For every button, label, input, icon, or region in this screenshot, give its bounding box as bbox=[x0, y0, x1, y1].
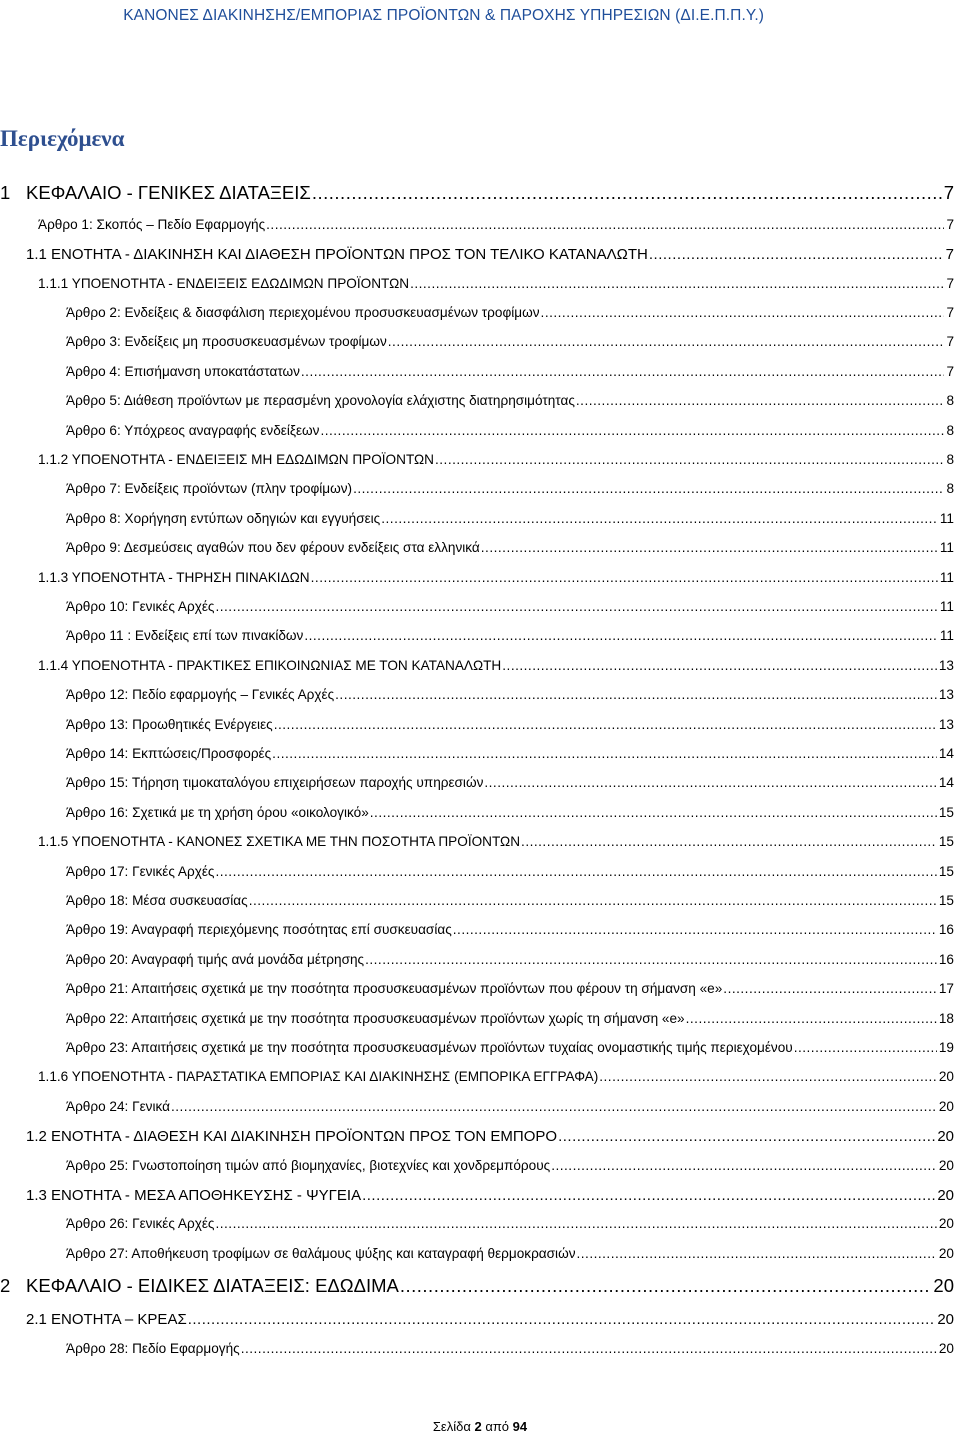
toc-dot-leader bbox=[311, 570, 938, 585]
toc-dot-leader bbox=[249, 893, 937, 908]
toc-entry-subsection[interactable] bbox=[38, 658, 954, 673]
toc-dot-leader bbox=[320, 423, 944, 438]
toc-entry-text: 1.1.3 ΥΠΟΕΝΟΤΗΤΑ - ΤΗΡΗΣΗ ΠΙΝΑΚΙΔΩΝ bbox=[38, 570, 310, 585]
toc-entry-article[interactable] bbox=[66, 334, 954, 349]
running-header: ΚΑΝΟΝΕΣ ΔΙΑΚΙΝΗΣΗΣ/ΕΜΠΟΡΙΑΣ ΠΡΟΪΟΝΤΩΝ & ΠΑΡΟΧΗΣ ΥΠΗΡΕΣΙΩΝ (ΔΙ.Ε.Π.Π.Υ.) bbox=[123, 7, 764, 24]
toc-entry-text: Άρθρο 1: Σκοπός – Πεδίο Εφαρμογής bbox=[38, 217, 266, 232]
toc-entry-text: 1.1.4 ΥΠΟΕΝΟΤΗΤΑ - ΠΡΑΚΤΙΚΕΣ ΕΠΙΚΟΙΝΩΝΙΑΣ ΜΕ ΤΟΝ ΚΑΤΑΝΑΛΩΤΗ bbox=[38, 658, 502, 673]
footer-current-page: 2 bbox=[474, 1419, 482, 1434]
toc-entry-text: Άρθρο 26: Γενικές Αρχές bbox=[66, 1216, 215, 1231]
toc-entry-text: Άρθρο 19: Αναγραφή περιεχόμενης ποσότητας επί συσκευασίας bbox=[66, 922, 452, 937]
toc-entry-text: Άρθρο 14: Εκπτώσεις/Προσφορές bbox=[66, 746, 272, 761]
toc-entry-page: 8 bbox=[946, 481, 954, 496]
toc-entry-subsection[interactable] bbox=[38, 452, 954, 467]
toc-entry-page: 11 bbox=[939, 540, 954, 555]
toc-entry-article[interactable] bbox=[66, 628, 954, 643]
toc-entry-article[interactable] bbox=[66, 1341, 954, 1356]
toc-entry-text: Άρθρο 13: Προωθητικές Ενέργειες bbox=[66, 717, 273, 732]
toc-entry-article[interactable] bbox=[66, 893, 954, 908]
footer-middle: από bbox=[481, 1419, 513, 1434]
footer-prefix: Σελίδα bbox=[432, 1419, 475, 1434]
toc-entry-page: 8 bbox=[946, 423, 954, 438]
toc-entry-article[interactable] bbox=[66, 364, 954, 379]
toc-entry-article[interactable] bbox=[66, 717, 954, 732]
toc-entry-page: 7 bbox=[946, 305, 954, 320]
page-footer bbox=[0, 1419, 960, 1434]
toc-entry-number: 1 bbox=[0, 182, 11, 203]
toc-dot-leader bbox=[188, 1311, 936, 1328]
toc-entry-page: 15 bbox=[938, 864, 954, 879]
toc-entry-page: 11 bbox=[939, 570, 954, 585]
toc-entry-text: 1.3 ΕΝΟΤΗΤΑ - ΜΕΣΑ ΑΠΟΘΗΚΕΥΣΗΣ - ΨΥΓΕΙΑ bbox=[26, 1187, 362, 1204]
toc-entry-text: Άρθρο 3: Ενδείξεις μη προσυσκευασμένων τροφίμων bbox=[66, 334, 387, 349]
toc-entry-page: 20 bbox=[938, 1341, 954, 1356]
toc-title: Περιεχόμενα bbox=[0, 126, 125, 151]
toc-entry-text: 1.1.5 ΥΠΟΕΝΟΤΗΤΑ - ΚΑΝΟΝΕΣ ΣΧΕΤΙΚΑ ΜΕ ΤΗΝ ΠΟΣΟΤΗΤΑ ΠΡΟΪΟΝΤΩΝ bbox=[38, 834, 521, 849]
toc-dot-leader bbox=[576, 393, 945, 408]
toc-entry-text: Άρθρο 4: Επισήμανση υποκατάστατων bbox=[66, 364, 300, 379]
toc-dot-leader bbox=[558, 1128, 935, 1145]
toc-dot-leader bbox=[171, 1099, 937, 1114]
toc-entry-text: ΚΕΦΑΛΑΙΟ - ΕΙΔΙΚΕΣ ΔΙΑΤΑΞΕΙΣ: ΕΔΩΔΙΜΑ bbox=[26, 1275, 399, 1296]
toc-entry-chapter-2[interactable] bbox=[0, 1275, 954, 1297]
toc-entry-text: 1.1 ΕΝΟΤΗΤΑ - ΔΙΑΚΙΝΗΣΗ ΚΑΙ ΔΙΑΘΕΣΗ ΠΡΟΪΟΝΤΩΝ ΠΡΟΣ ΤΟΝ ΤΕΛΙΚΟ ΚΑΤΑΝΑΛΩΤΗ bbox=[26, 246, 648, 263]
toc-entry-article[interactable] bbox=[66, 1040, 954, 1055]
toc-entry-text: Άρθρο 15: Τήρηση τιμοκαταλόγου επιχειρήσεων παροχής υπηρεσιών bbox=[66, 775, 484, 790]
toc-entry-text: Άρθρο 24: Γενικά bbox=[66, 1099, 170, 1114]
toc-entry-page: 15 bbox=[938, 893, 954, 908]
toc-dot-leader bbox=[410, 276, 944, 291]
toc-entry-article[interactable] bbox=[66, 746, 954, 761]
toc-entry-text: Άρθρο 25: Γνωστοποίηση τιμών από βιομηχανίες, βιοτεχνίες και χονδρεμπόρους bbox=[66, 1158, 551, 1173]
toc-entry-page: 7 bbox=[946, 276, 954, 291]
toc-entry-text: Άρθρο 10: Γενικές Αρχές bbox=[66, 599, 215, 614]
toc-dot-leader bbox=[266, 217, 944, 232]
toc-dot-leader bbox=[577, 1246, 937, 1261]
toc-entry-article[interactable] bbox=[66, 305, 954, 320]
footer-total-pages: 94 bbox=[512, 1419, 528, 1434]
toc-entry-page: 8 bbox=[946, 393, 954, 408]
toc-entry-text: 1.1.1 ΥΠΟΕΝΟΤΗΤΑ - ΕΝΔΕΙΞΕΙΣ ΕΔΩΔΙΜΩΝ ΠΡΟΪΟΝΤΩΝ bbox=[38, 276, 410, 291]
toc-entry-text: Άρθρο 27: Αποθήκευση τροφίμων σε θαλάμους ψύξης και καταγραφή θερμοκρασιών bbox=[66, 1246, 576, 1261]
toc-entry-page: 7 bbox=[943, 182, 954, 203]
toc-entry-article[interactable] bbox=[66, 1158, 954, 1173]
toc-entry-subsection[interactable] bbox=[38, 570, 954, 585]
toc-dot-leader bbox=[551, 1158, 937, 1173]
toc-entry-section[interactable] bbox=[26, 246, 954, 263]
toc-dot-leader bbox=[370, 805, 937, 820]
toc-dot-leader bbox=[649, 246, 944, 263]
toc-entry-page: 16 bbox=[938, 952, 954, 967]
toc-entry-text: 2.1 ΕΝΟΤΗΤΑ – ΚΡΕΑΣ bbox=[26, 1311, 187, 1328]
toc-dot-leader bbox=[502, 658, 937, 673]
toc-entry-page: 11 bbox=[939, 511, 954, 526]
toc-entry-subsection[interactable] bbox=[38, 1069, 954, 1084]
toc-entry-page: 7 bbox=[946, 364, 954, 379]
toc-entry-article[interactable] bbox=[66, 511, 954, 526]
toc-entry-page: 20 bbox=[937, 1311, 954, 1328]
toc-entry-subsection[interactable] bbox=[38, 276, 954, 291]
toc-dot-leader bbox=[484, 775, 937, 790]
toc-entry-text: Άρθρο 16: Σχετικά με τη χρήση όρου «οικολογικό» bbox=[66, 805, 369, 820]
toc-dot-leader bbox=[215, 599, 937, 614]
toc-entry-section[interactable] bbox=[26, 1128, 954, 1145]
toc-dot-leader bbox=[312, 182, 942, 204]
toc-entry-text: Άρθρο 12: Πεδίο εφαρμογής – Γενικές Αρχές bbox=[66, 687, 335, 702]
toc-entry-page: 7 bbox=[946, 217, 954, 232]
toc-entry-article[interactable] bbox=[66, 687, 954, 702]
toc-entry-page: 20 bbox=[938, 1246, 954, 1261]
toc-dot-leader bbox=[272, 746, 937, 761]
toc-entry-text: 1.1.6 ΥΠΟΕΝΟΤΗΤΑ - ΠΑΡΑΣΤΑΤΙΚΑ ΕΜΠΟΡΙΑΣ ΚΑΙ ΔΙΑΚΙΝΗΣΗΣ (ΕΜΠΟΡΙΚΑ ΕΓΓΡΑΦΑ) bbox=[38, 1069, 599, 1084]
toc-entry-article[interactable] bbox=[66, 393, 954, 408]
toc-dot-leader bbox=[381, 511, 938, 526]
toc-entry-text: 1.2 ΕΝΟΤΗΤΑ - ΔΙΑΘΕΣΗ ΚΑΙ ΔΙΑΚΙΝΗΣΗ ΠΡΟΪΟΝΤΩΝ ΠΡΟΣ ΤΟΝ ΕΜΠΟΡΟ bbox=[26, 1128, 558, 1145]
toc-dot-leader bbox=[453, 922, 937, 937]
toc-dot-leader bbox=[365, 952, 937, 967]
toc-entry-text: Άρθρο 22: Απαιτήσεις σχετικά με την ποσότητα προσυσκευασμένων προϊόντων χωρίς τη σήμανση «e» bbox=[66, 1011, 685, 1026]
toc-entry-page: 20 bbox=[938, 1158, 954, 1173]
toc-entry-article[interactable] bbox=[66, 864, 954, 879]
toc-entry-article[interactable] bbox=[66, 1246, 954, 1261]
toc-entry-number: 2 bbox=[0, 1275, 11, 1296]
toc-entry-page: 20 bbox=[933, 1275, 954, 1296]
toc-entry-page: 15 bbox=[938, 834, 954, 849]
toc-entry-page: 20 bbox=[937, 1128, 954, 1145]
toc-dot-leader bbox=[335, 687, 937, 702]
toc-entry-page: 19 bbox=[938, 1040, 954, 1055]
toc-entry-subsection[interactable] bbox=[38, 834, 954, 849]
toc-dot-leader bbox=[274, 717, 937, 732]
toc-entry-page: 18 bbox=[938, 1011, 954, 1026]
toc-entry-page: 11 bbox=[939, 628, 954, 643]
toc-dot-leader bbox=[435, 452, 944, 467]
toc-entry-page: 16 bbox=[938, 922, 954, 937]
toc-entry-article[interactable] bbox=[66, 805, 954, 820]
toc-dot-leader bbox=[215, 1216, 936, 1231]
toc-entry-section[interactable] bbox=[26, 1187, 954, 1204]
toc-entry-article[interactable] bbox=[66, 481, 954, 496]
toc-dot-leader bbox=[241, 1341, 937, 1356]
toc-entry-article[interactable] bbox=[66, 922, 954, 937]
toc-entry-section[interactable] bbox=[26, 1311, 954, 1328]
toc-entry-text: ΚΕΦΑΛΑΙΟ - ΓΕΝΙΚΕΣ ΔΙΑΤΑΞΕΙΣ bbox=[26, 182, 311, 203]
toc-entry-text: Άρθρο 7: Ενδείξεις προϊόντων (πλην τροφίμων) bbox=[66, 481, 353, 496]
toc-entry-text: Άρθρο 8: Χορήγηση εντύπων οδηγιών και εγγυήσεις bbox=[66, 511, 381, 526]
toc-entry-page: 13 bbox=[938, 658, 954, 673]
toc-entry-page: 20 bbox=[938, 1216, 954, 1231]
toc-entry-page: 15 bbox=[938, 805, 954, 820]
toc-entry-text: Άρθρο 2: Ενδείξεις & διασφάλιση περιεχομένου προσυσκευασμένων τροφίμων bbox=[66, 305, 540, 320]
toc-dot-leader bbox=[686, 1011, 937, 1026]
toc-entry-article[interactable] bbox=[66, 981, 954, 996]
toc-dot-leader bbox=[304, 628, 938, 643]
toc-entry-page: 7 bbox=[946, 334, 954, 349]
toc-entry-page: 14 bbox=[938, 775, 954, 790]
toc-entry-article[interactable] bbox=[66, 1011, 954, 1026]
toc-entry-text: Άρθρο 20: Αναγραφή τιμής ανά μονάδα μέτρησης bbox=[66, 952, 365, 967]
toc-dot-leader bbox=[215, 864, 936, 879]
toc-entry-page: 8 bbox=[946, 452, 954, 467]
toc-entry-text: Άρθρο 28: Πεδίο Εφαρμογής bbox=[66, 1341, 240, 1356]
toc-entry-article[interactable] bbox=[66, 1099, 954, 1114]
toc-entry-text: 1.1.2 ΥΠΟΕΝΟΤΗΤΑ - ΕΝΔΕΙΞΕΙΣ ΜΗ ΕΔΩΔΙΜΩΝ ΠΡΟΪΟΝΤΩΝ bbox=[38, 452, 434, 467]
toc-entry-page: 20 bbox=[938, 1099, 954, 1114]
toc-entry-article[interactable] bbox=[38, 217, 954, 232]
toc-dot-leader bbox=[388, 334, 945, 349]
toc-dot-leader bbox=[723, 981, 937, 996]
toc-dot-leader bbox=[353, 481, 944, 496]
toc-entry-page: 20 bbox=[938, 1069, 954, 1084]
toc-entry-text: Άρθρο 9: Δεσμεύσεις αγαθών που δεν φέρουν ενδείξεις στα ελληνικά bbox=[66, 540, 480, 555]
toc-entry-article[interactable] bbox=[66, 540, 954, 555]
toc-entry-article[interactable] bbox=[66, 599, 954, 614]
toc-entry-chapter-1[interactable] bbox=[0, 182, 954, 204]
toc-entry-page: 13 bbox=[938, 687, 954, 702]
toc-entry-page: 17 bbox=[938, 981, 954, 996]
toc-entry-page: 20 bbox=[937, 1187, 954, 1204]
toc-dot-leader bbox=[521, 834, 937, 849]
toc-entry-page: 13 bbox=[938, 717, 954, 732]
toc-entry-text: Άρθρο 23: Απαιτήσεις σχετικά με την ποσότητα προσυσκευασμένων προϊόντων τυχαίας ονομαστικής τιμής περιεχομένου bbox=[66, 1040, 793, 1055]
toc-entry-text: Άρθρο 11 : Ενδείξεις επί των πινακίδων bbox=[66, 628, 304, 643]
toc-dot-leader bbox=[400, 1275, 932, 1297]
toc-entry-text: Άρθρο 17: Γενικές Αρχές bbox=[66, 864, 215, 879]
toc-entry-text: Άρθρο 18: Μέσα συσκευασίας bbox=[66, 893, 248, 908]
toc-entry-page: 14 bbox=[938, 746, 954, 761]
toc-entry-article[interactable] bbox=[66, 423, 954, 438]
toc-dot-leader bbox=[599, 1069, 937, 1084]
toc-entry-article[interactable] bbox=[66, 775, 954, 790]
toc-dot-leader bbox=[481, 540, 938, 555]
toc-entry-text: Άρθρο 6: Υπόχρεος αναγραφής ενδείξεων bbox=[66, 423, 320, 438]
toc-dot-leader bbox=[794, 1040, 937, 1055]
toc-entry-page: 7 bbox=[945, 246, 954, 263]
toc-entry-text: Άρθρο 21: Απαιτήσεις σχετικά με την ποσότητα προσυσκευασμένων προϊόντων που φέρουν τη σήμανση «e» bbox=[66, 981, 723, 996]
toc-entry-article[interactable] bbox=[66, 1216, 954, 1231]
toc-dot-leader bbox=[301, 364, 945, 379]
toc-entry-text: Άρθρο 5: Διάθεση προϊόντων με περασμένη χρονολογία ελάχιστης διατηρησιμότητας bbox=[66, 393, 575, 408]
toc-dot-leader bbox=[541, 305, 945, 320]
toc-entry-page: 11 bbox=[939, 599, 954, 614]
toc-entry-article[interactable] bbox=[66, 952, 954, 967]
toc-dot-leader bbox=[362, 1187, 935, 1204]
